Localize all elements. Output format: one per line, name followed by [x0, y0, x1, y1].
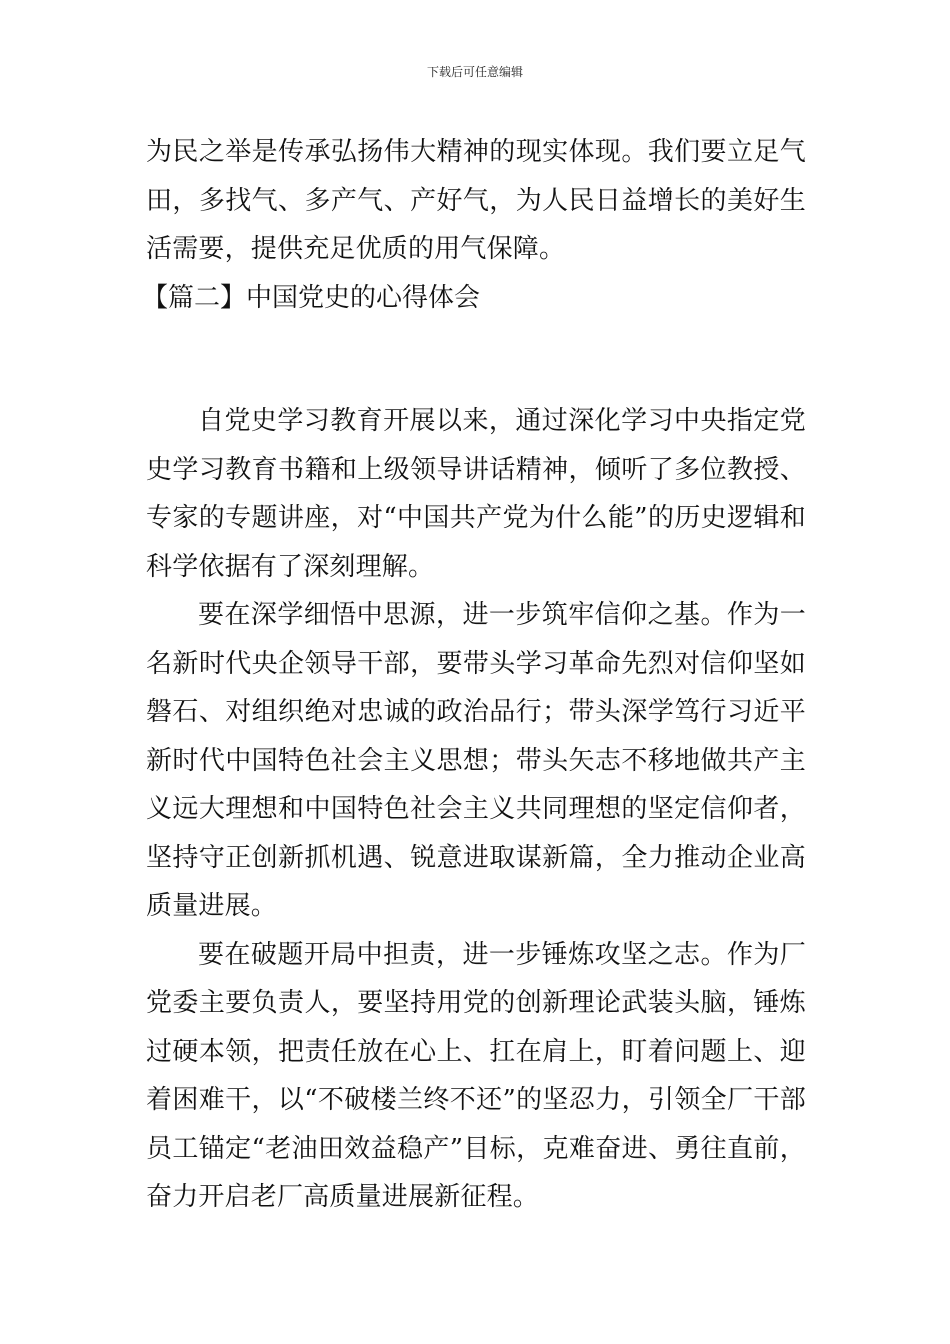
body-paragraph-1: 自党史学习教育开展以来，通过深化学习中央指定党史学习教育书籍和上级领导讲话精神，倾听了多位教授、专家的专题讲座，对“中国共产党为什么能”的历史逻辑和科学依据有了深刻理解。 [146, 406, 806, 582]
section-title: 【篇二】中国党史的心得体会 [142, 282, 481, 313]
body-paragraph-3: 要在破题开局中担责，进一步锤炼攻坚之志。作为厂党委主要负责人，要坚持用党的创新理论武装头脑，锤炼过硬本领，把责任放在心上、扛在肩上，盯着问题上、迎着困难干，以“不破楼兰终不还”的坚忍力，引领全厂干部员工锚定“老油田效益稳产”目标，克难奋进、勇往直前，奋力开启老厂高质量进展新征程。 [146, 939, 806, 1212]
continuation-paragraph: 为民之举是传承弘扬伟大精神的现实体现。我们要立足气田，多找气、多产气、产好气，为人民日益增长的美好生活需要，提供充足优质的用气保障。 [146, 137, 806, 264]
section-spacer [146, 322, 806, 397]
document-body [142, 128, 806, 1222]
page-header-note: 下载后可任意编辑 [426, 65, 523, 79]
body-paragraph-2: 要在深学细悟中思源，进一步筑牢信仰之基。作为一名新时代央企领导干部，要带头学习革命先烈对信仰坚如磐石、对组织绝对忠诚的政治品行；带头深学笃行习近平新时代中国特色社会主义思想；带头矢志不移地做共产主义远大理想和中国特色社会主义共同理想的坚定信仰者，坚持守正创新抓机遇、锐意进取谋新篇，全力推动企业高质量进展。 [146, 600, 806, 921]
